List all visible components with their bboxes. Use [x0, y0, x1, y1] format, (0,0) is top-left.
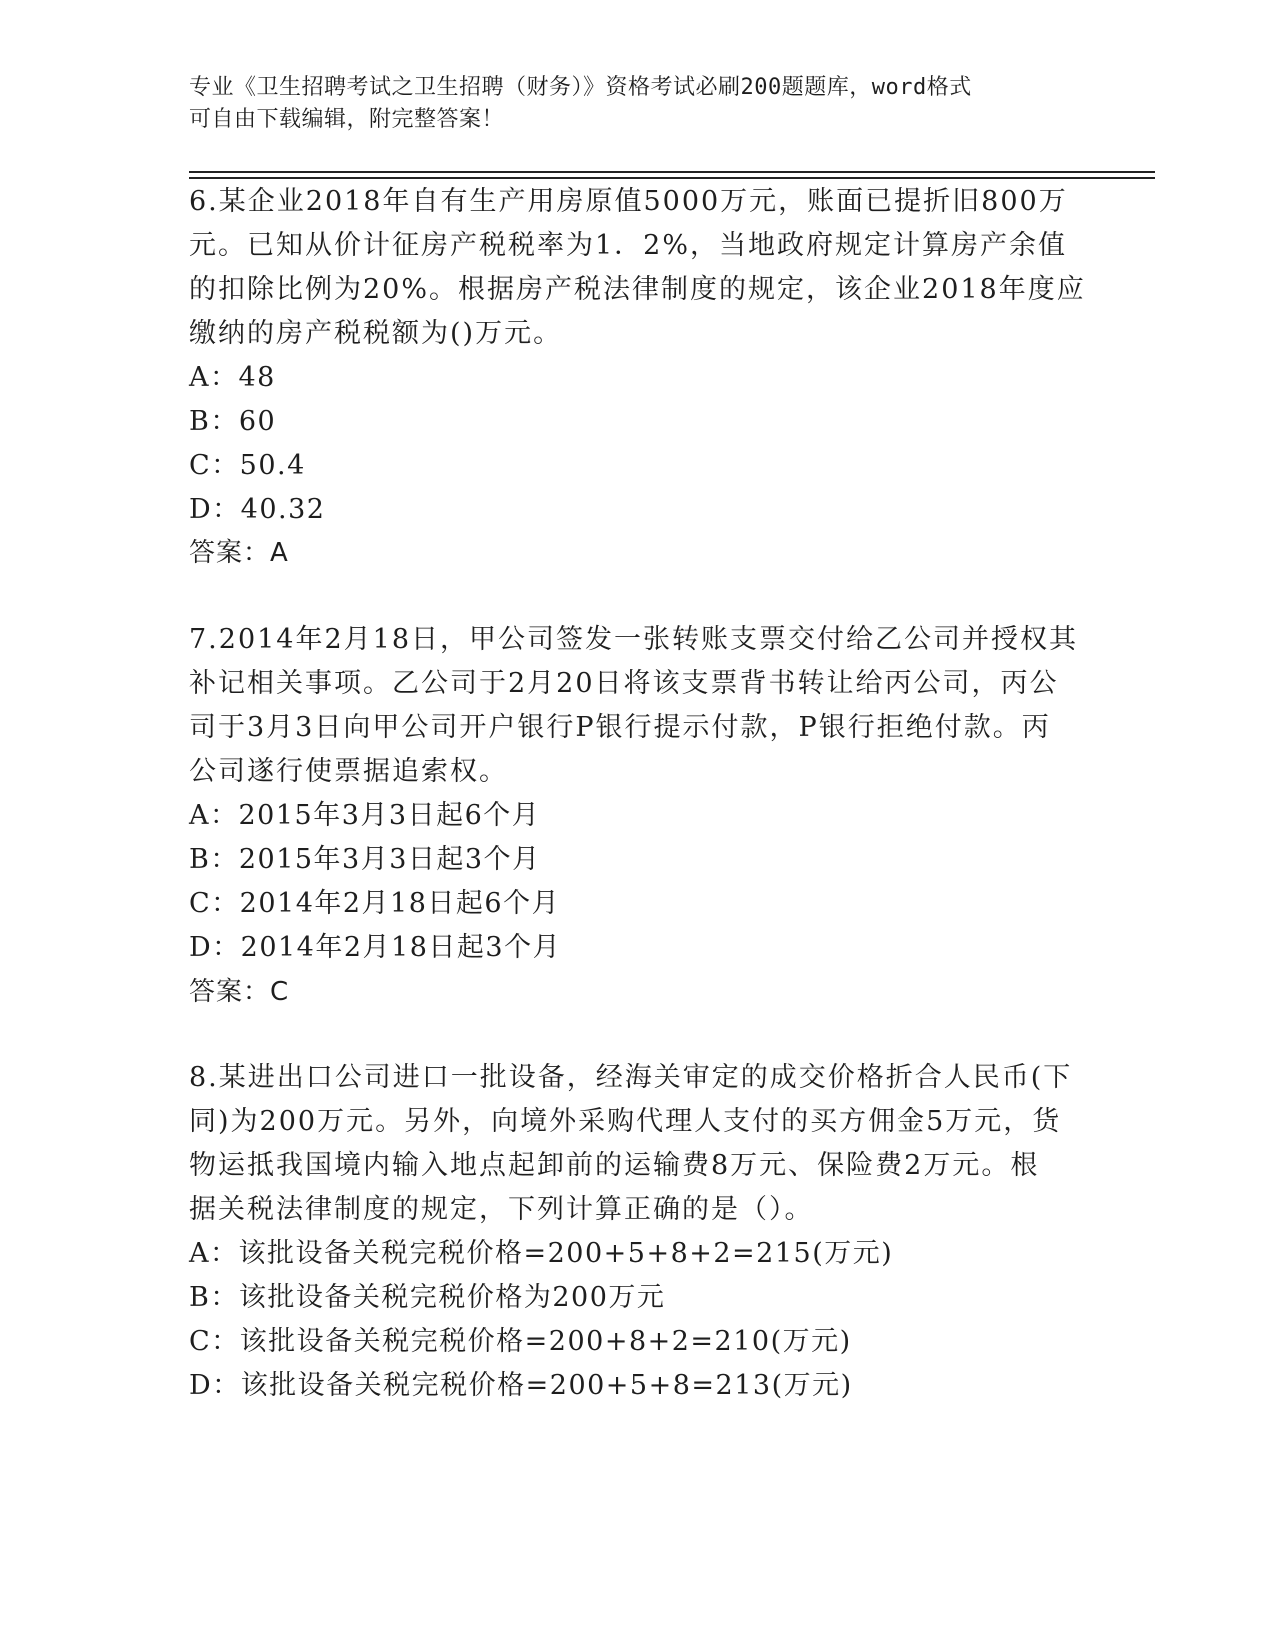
question-stem-line: 同)为200万元。另外，向境外采购代理人支付的买方佣金5万元，货	[189, 1106, 1062, 1137]
question-stem-line: 缴纳的房产税税额为()万元。	[189, 318, 563, 349]
option-a: A：2015年3月3日起6个月	[189, 800, 541, 831]
divider-rule-top	[189, 171, 1155, 173]
answer: 答案：A	[189, 538, 289, 568]
option-b: B：2015年3月3日起3个月	[189, 844, 541, 875]
answer: 答案：C	[189, 977, 290, 1007]
option-a: A：48	[189, 362, 276, 393]
question-stem-line: 元。已知从价计征房产税税率为1．2%，当地政府规定计算房产余值	[189, 230, 1068, 261]
header-title-line-1: 专业《卫生招聘考试之卫生招聘（财务）》资格考试必刷200题题库，word格式	[189, 75, 972, 100]
question-stem-line: 司于3月3日向甲公司开户银行P银行提示付款，P银行拒绝付款。丙	[189, 712, 1051, 743]
divider-rule-bottom	[189, 177, 1155, 179]
option-b: B：该批设备关税完税价格为200万元	[189, 1282, 666, 1313]
option-d: D：40.32	[189, 494, 326, 525]
question-stem-line: 7.2014年2月18日，甲公司签发一张转账支票交付给乙公司并授权其	[189, 624, 1079, 655]
question-stem-line: 补记相关事项。乙公司于2月20日将该支票背书转让给丙公司，丙公	[189, 668, 1059, 699]
option-c: C：50.4	[189, 450, 306, 481]
question-stem-line: 的扣除比例为20%。根据房产税法律制度的规定，该企业2018年度应	[189, 274, 1086, 305]
question-stem-line: 物运抵我国境内输入地点起卸前的运输费8万元、保险费2万元。根	[189, 1150, 1040, 1181]
option-a: A：该批设备关税完税价格=200+5+8+2=215(万元)	[189, 1238, 894, 1269]
option-c: C：该批设备关税完税价格=200+8+2=210(万元)	[189, 1326, 852, 1357]
question-stem-line: 8.某进出口公司进口一批设备，经海关审定的成交价格折合人民币(下	[189, 1062, 1073, 1093]
question-stem-line: 公司遂行使票据追索权。	[189, 756, 508, 787]
question-stem-line: 6.某企业2018年自有生产用房原值5000万元，账面已提折旧800万	[189, 186, 1068, 217]
option-b: B：60	[189, 406, 277, 437]
option-d: D：2014年2月18日起3个月	[189, 932, 562, 963]
option-c: C：2014年2月18日起6个月	[189, 888, 561, 919]
option-d: D：该批设备关税完税价格=200+5+8=213(万元)	[189, 1370, 853, 1401]
question-stem-line: 据关税法律制度的规定，下列计算正确的是（）。	[189, 1194, 814, 1225]
header-title-line-2: 可自由下载编辑，附完整答案！	[189, 107, 505, 132]
